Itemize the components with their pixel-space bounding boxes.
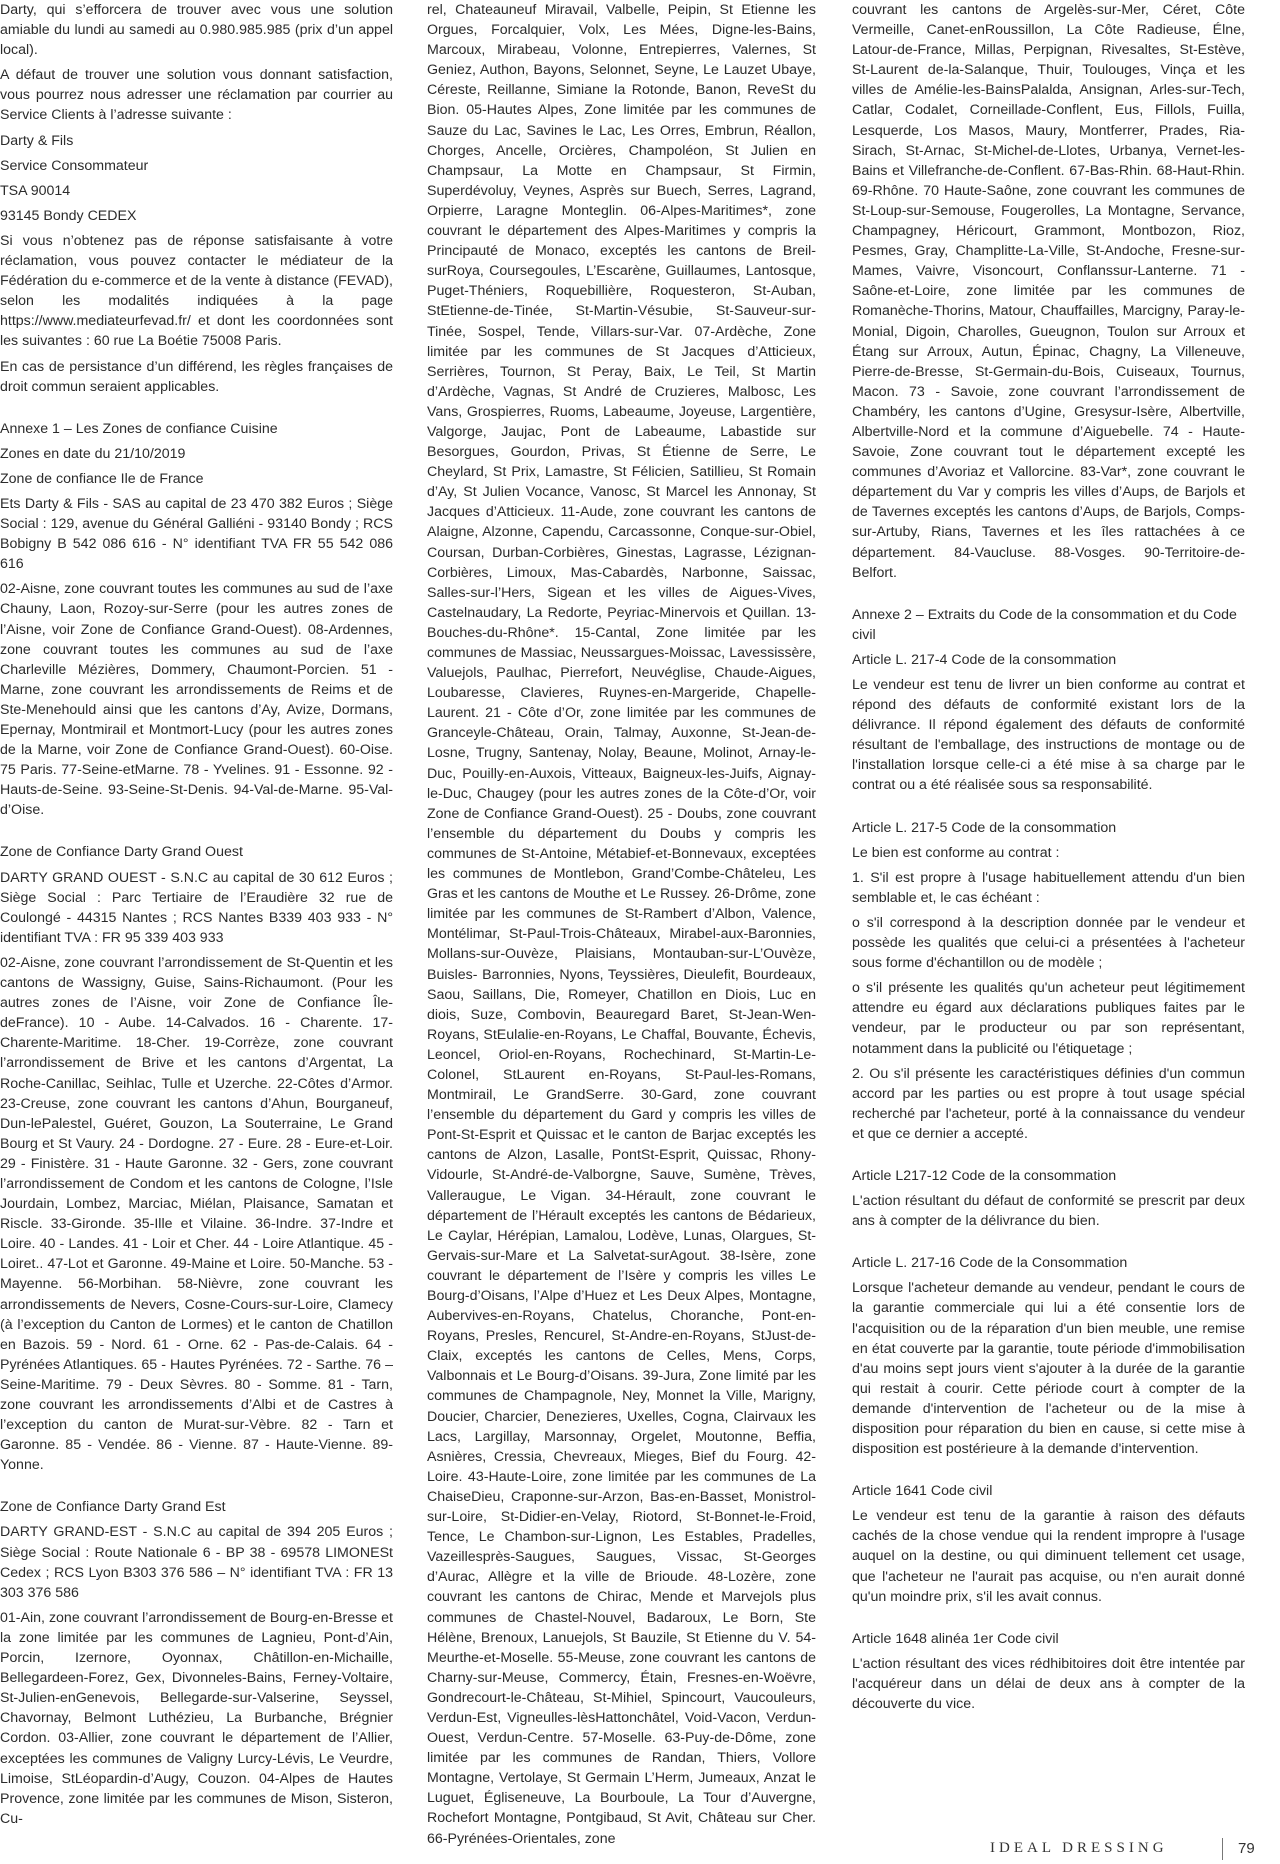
- address-line: Service Consommateur: [0, 157, 149, 174]
- article-heading: Article 1641 Code civil: [852, 1483, 993, 1500]
- paragraph: rel, Chateauneuf Miravail, Valbelle, Peipin, St Etienne les Orgues, Forcalquier, Volx, Les Mées, Digne-les-Bains, Marcoux, Mirabeau, Volonne, Entrepierres, Valernes, St Geniez, Authon, Bayons, Selonnet, Seyne, Le Lauzet Ubaye, Céreste, Reillanne, Simiane la Rotonde, Banon, ReveSt du Bion. 05-Hautes Alpes, Zone limitée par les communes de Sauze du Lac, Savines le Lac, Les Orres, Embrun, Réallon, Chorges, Ancelle, Orcières, Champoléon, St Julien en Champsaur, La Motte en Champsaur, St Firmin, Superdévoluy, Veynes, Asprès sur Buech, Serres, Lagrand, Orpierre, Laragne Monteglin. 06-Alpes-Maritimes*, zone couvrant le département des Alpes-Maritimes y compris la Principauté de Monaco, exceptés les cantons de Breil-surRoya, Coursegoules, L’Escarène, Guillaumes, Lantosque, Puget-Théniers, Roquebillière, Roquesteron, St-Auban, StEtienne-de-Tinée, St-Martin-Vésubie, St-Sauveur-sur-Tinée, Sospel, Tende, Villars-sur-Var. 07-Ardèche, Zone limitée par les communes de St Jacques d’Atticieux, Serrières, Tournon, St Peray, Baix, Le Teil, St Martin d’Ardèche, Vagnas, St André de Cruzieres, Malbosc, Les Vans, Grospierres, Ruoms, Labeaume, Joyeuse, Largentière, Valgorge, Jaujac, Pont de Labeaume, Labastide sur Besorgues, Gourdon, Privas, St Étienne de Serre, Le Cheylard, St Prix, Lamastre, St Félicien, Satillieu, St Romain d’Ay, St Julien Vocance, Vanosc, St Marcel les Annonay, St Jacques d’Atticieux. 11-Aude, zone couvrant les cantons de Alaigne, Alzonne, Capendu, Carcassonne, Conque-sur-Obiel, Coursan, Durban-Corbières, Ginestas, Lagrasse, Lézignan-Corbières, Limoux, Mas-Cabardès, Narbonne, Saissac, Salles-sur-l’Hers, Sigean et les villes de Aigues-Vives, Castelnaudary, La Redorte, Peyriac-Minervois et Quillan. 13-Bouches-du-Rhône*. 15-Cantal, Zone limitée par les communes de Massiac, Neussargues-Moissac, Lavessissère, Valuejols, Paulhac, Pierrefort, Neuvéglise, Chaude-Aigues, Loubaresse, Clavieres, Ruynes-en-Margeride, Chapelle-Laurent. 21 - Côte d’Or, zone limitée par les communes de Granceyle-Château, Orain, Talmay, Auxonne, St-Jean-de-Losne, Trugny, Santenay, Nolay, Beaune, Molinot, Arnay-le-Duc, Pouilly-en-Auxois, Vitteaux, Baigneux-les-Juifs, Aignay-le-Duc, Chaugey (pour les autres zones de la Côte-d’Or, voir Zone de Confiance Grand-Ouest). 25 - Doubs, zone couvrant l’ensemble du département du Doubs y compris les communes de St-Antoine, Métabief-et-Bonnevaux, exceptées les communes de Montlebon, Grand’Combe-Châteleu, Les Gras et les cantons de Mouthe et Le Russey. 26-Drôme, zone limitée par les communes de St-Rambert d’Albon, Valence, Montélimar, St-Paul-Trois-Châteaux, Mirabel-aux-Baronnies, Mollans-sur-Ouvèze, Plaisians, Montauban-sur-L’Ouvèze, Buisles- Barronnies, Nyons, Teyssières, Dieulefit, Bourdeaux, Saou, Saillans, Die, Romeyer, Chatillon en Diois, Luc en diois, Suze, Combovin, Beauregard Baret, St-Jean-Wen-Royans, StEulalie-en-Royans, Le Chaffal, Bouvante, Échevis, Leoncel, Oriol-en-Royans, Rochechinard, St-Martin-Le-Colonel, StLaurent en-Royans, St-Paul-les-Romans, Montmirail, Le GrandSerre. 30-Gard, zone couvrant l’ensemble du département du Gard y compris les villes de Pont-St-Esprit et Quissac et le canton de Barjac exceptés les cantons de Alzon, Lasalle, PontSt-Esprit, Quissac, Rhony-Vidourle, St-André-de-Valborgne, Sauve, Sumène, Trèves, Valleraugue, Le Vigan. 34-Hérault, zone couvrant le département de l’Hérault exceptés les cantons de Bédarieux, Le Caylar, Hérépian, Lamalou, Lodève, Lunas, Olargues, St-Gervais-sur-Mare et La Salvetat-surAgout. 38-Isère, zone couvrant le département de l’Isère y compris les villes Le Bourg-d’Oisans, l’Alpe d’Huez et Les Deux Alpes, Montagne, Aubervives-en-Royans, Chatelus, Choranche, Pont-en-Royans, Presles, Rencurel, St-Andre-en-Royans, StJust-de-Claix, exceptés les cantons de Celles, Mens, Corps, Valbonnais et Le Bourg-d’Oisans. 39-Jura, Zone limité par les communes de Champagnole, Ney, Monnet la Ville, Marigny, Doucier, Charcier, Denezieres, Uxelles, Cogna, Clairvaux les Lacs, Largillay, Marsonnay, Orgelet, Moutonne, Beffia, Asnières, Cressia, Chevreaux, Mieges, Bief du Fourg. 42-Loire. 43-Haute-Loire, zone limitée par les communes de La ChaiseDieu, Craponne-sur-Arzon, Bas-en-Basset, Monistrol-sur-Loire, St-Didier-en-Velay, Riotord, St-Bonnet-le-Froid, Tence, Le Chambon-sur-Lignon, Les Estables, Pradelles, Vazeillesprès-Saugues, Saugues, Vissac, St-Georges d’Aurac, Allègre et la ville de Brioude. 48-Lozère, zone couvrant les cantons de Chirac, Mende et Marvejols plus communes de Chastel-Nouvel, Badaroux, Le Born, Ste Hélène, Brenoux, Lanuejols, St Bauzile, St Etienne du V. 54-Meurthe-et-Moselle. 55-Meuse, zone couvrant les cantons de Charny-sur-Meuse, Commercy, Étain, Fresnes-en-Woëvre, Gondrecourt-le-Château, St-Mihiel, Spincourt, Vaucouleurs, Verdun-Est, Vigneulles-lèsHattonchâtel, Void-Vacon, Verdun-Ouest, Verdun-Centre. 57-Moselle. 63-Puy-de-Dôme, zone limitée par les communes de Randan, Thiers, Vollore Montagne, Vertolaye, St Germain L’Herm, Jumeaux, Anzat le Luguet, Égliseneuve, La Bourboule, La Tour d’Auvergne, Rochefort Montagne, Pontgibaud, St Avit, Château sur Cher. 66-Pyrénées-Orientales, zone: [427, 2, 816, 1847]
- text-column-1: [0, 0, 393, 1834]
- article-heading: Article L. 217-4 Code de la consommation: [852, 651, 1117, 668]
- paragraph: En cas de persistance d’un différend, les règles françaises de droit commun seraient applicables.: [0, 358, 393, 395]
- article-heading: Article L. 217-5 Code de la consommation: [852, 819, 1117, 836]
- section-heading: Zone de Confiance Darty Grand Ouest: [0, 844, 243, 861]
- paragraph: L'action résultant des vices rédhibitoires doit être intentée par l'acquéreur dans un délai de deux ans à compter de la découverte du vice.: [852, 1655, 1245, 1713]
- paragraph: o s'il présente les qualités qu'un acheteur peut légitimement attendre eu égard aux déclarations publiques faites par le vendeur, par le producteur ou par son représentant, notamment dans la publicité ou l'étiquetage ;: [852, 980, 1245, 1057]
- section-heading: Annexe 1 – Les Zones de confiance Cuisine: [0, 420, 278, 437]
- paragraph: couvrant les cantons de Argelès-sur-Mer, Céret, Côte Vermeille, Canet-enRoussillon, La Côte Radieuse, Élne, Latour-de-France, Millas, Perpignan, Rivesaltes, St-Estève, St-Laurent de-la-Salanque, Thuir, Toulouges, Vinça et les villes de Amélie-les-BainsPalalda, Ansignan, Arles-sur-Tech, Catlar, Codalet, Corneillade-Conflent, Eus, Fillols, Fuilla, Lesquerde, Los Masos, Maury, Montferrer, Prades, Ria-Sirach, St-Arnac, St-Michel-de-Llotes, Urbanya, Vernet-les-Bains et Villefranche-de-Conflent. 67-Bas-Rhin. 68-Haut-Rhin. 69-Rhône. 70 Haute-Saône, zone couvrant les communes de St-Loup-sur-Semouse, Fougerolles, La Montagne, Servance, Champagney, Héricourt, Grammont, Montbozon, Rioz, Pesmes, Gray, Champlitte-La-Ville, St-Andoche, Fresne-sur-Mames, Vaivre, Visoncourt, Conflanssur-Lanterne. 71 - Saône-et-Loire, zone limitée par les communes de Romanèche-Thorins, Matour, Chauffailles, Marcigny, Paray-le-Monial, Digoin, Charolles, Gueugnon, Toulon sur Arroux et Étang sur Arroux, Autun, Épinac, Chagny, La Villeneuve, Pierre-de-Bresse, St-Germain-du-Bois, Cuiseaux, Tournus, Macon. 73 - Savoie, zone couvrant l’arrondissement de Chambéry, les cantons d’Ugine, Gresysur-Isère, Albertville, Albertville-Nord et la commune d’Aiguebelle. 74 - Haute-Savoie, Zone couvrant tout le département excepté les communes d’Avoriaz et Vallorcine. 83-Var*, zone couvrant le département du Var y compris les villes d’Aups, de Barjols et de Tavernes exceptés les cantons d’Aups, de Barjols, Comps-sur-Artuby, Rians, Tavernes et les îles rattachées à ce département. 84-Vaucluse. 88-Vosges. 90-Territoire-de-Belfort.: [852, 2, 1245, 581]
- article-heading: Article L217-12 Code de la consommation: [852, 1167, 1117, 1184]
- paragraph: 2. Ou s'il présente les caractéristiques définies d'un commun accord par les parties ou est propre à tout usage spécial recherché par l'acheteur, porté à la connaissance du vendeur et que ce dernier a accepté.: [852, 1065, 1245, 1142]
- paragraph: A défaut de trouver une solution vous donnant satisfaction, vous pourrez nous adresser une réclamation par courrier au Service Clients à l’adresse suivante :: [0, 67, 393, 124]
- section-subheading: Zone de confiance Ile de France: [0, 470, 204, 487]
- address-line: TSA 90014: [0, 182, 71, 199]
- paragraph: 02-Aisne, zone couvrant l’arrondissement de St-Quentin et les cantons de Wassigny, Guise, Sains-Richaumont. (Pour les autres zones de l’Aisne, voir Zone de Confiance Île-deFrance). 10 - Aube. 14-Calvados. 16 - Charente. 17-Charente-Maritime. 18-Cher. 19-Corrèze, zone couvrant l’arrondissement de Brive et les cantons d’Argentat, La Roche-Canillac, Seihlac, Tulle et Uzerche. 22-Côtes d’Armor. 23-Creuse, zone couvrant les cantons d’Ahun, Bourganeuf, Dun-lePalestel, Guéret, Gouzon, La Souterraine, Le Grand Bourg et St Vaury. 24 - Dordogne. 27 - Eure. 28 - Eure-et-Loir. 29 - Finistère. 31 - Haute Garonne. 32 - Gers, zone couvrant l’arrondissement de Condom et les cantons de Cologne, l’Isle Jourdain, Lombez, Marciac, Miélan, Plaisance, Samatan et Riscle. 33-Gironde. 35-Ille et Vilaine. 36-Indre. 37-Indre et Loire. 40 - Landes. 41 - Loir et Cher. 44 - Loire Atlantique. 45 - Loiret.. 47-Lot et Garonne. 49-Maine et Loire. 50-Manche. 53 - Mayenne. 56-Morbihan. 58-Nièvre, zone couvrant les arrondissements de Nevers, Cosne-Cours-sur-Loire, Clamecy (à l’exception du Canton de Lormes) et le canton de Chatillon en Bazois. 59 - Nord. 61 - Orne. 62 - Pas-de-Calais. 64 - Pyrénées Atlantiques. 65 - Hautes Pyrénées. 72 - Sarthe. 76 – Seine-Maritime. 79 - Deux Sèvres. 80 - Somme. 81 - Tarn, zone couvrant les arrondissements d’Albi et de Castres à l’exception du canton de Murat-sur-Vèbre. 82 - Tarn et Garonne. 85 - Vendée. 86 - Vienne. 87 - Haute-Vienne. 89-Yonne.: [0, 954, 393, 1474]
- brand-name: IDEAL DRESSING: [990, 1840, 1168, 1856]
- paragraph: Le vendeur est tenu de la garantie à raison des défauts cachés de la chose vendue qui la rendent impropre à l'usage auquel on la destine, ou qui diminuent tellement cet usage, que l'acheteur ne l'aurait pas acquise, ou n'en aurait donné qu'un moindre prix, s'il les avait connus.: [852, 1508, 1245, 1605]
- paragraph: DARTY GRAND-EST - S.N.C au capital de 394 205 Euros ; Siège Social : Route Nationale 6 - BP 38 - 69578 LIMONESt Cedex ; RCS Lyon B303 376 586 – N° identifiant TVA : FR 13 303 376 586: [0, 1524, 393, 1601]
- page-footer: [990, 1838, 1266, 1862]
- article-heading: Article 1648 alinéa 1er Code civil: [852, 1630, 1059, 1647]
- text-column-2: [427, 0, 816, 1854]
- paragraph: o s'il correspond à la description donnée par le vendeur et possède les qualités que celui-ci a présentées à l'acheteur sous forme d'échantillon ou de modèle ;: [852, 914, 1245, 972]
- paragraph: Ets Darty & Fils - SAS au capital de 23 470 382 Euros ; Siège Social : 129, avenue du Général Galliéni - 93140 Bondy ; RCS Bobigny B 542 086 616 - N° identifiant TVA FR 55 542 086 616: [0, 495, 393, 573]
- article-heading: Article L. 217-16 Code de la Consommation: [852, 1255, 1128, 1272]
- page-number: 79: [1238, 1840, 1255, 1857]
- paragraph: 1. S'il est propre à l'usage habituellement attendu d'un bien semblable et, le cas échéant :: [852, 869, 1245, 906]
- paragraph: Si vous n’obtenez pas de réponse satisfaisante à votre réclamation, vous pouvez contacter le médiateur de la Fédération du e-commerce et de la vente à distance (FEVAD), selon les modalités indiquées à la page https://www.mediateurfevad.fr/ et dont les coordonnées sont les suivantes : 60 rue La Boétie 75008 Paris.: [0, 232, 393, 350]
- text-column-3: [852, 0, 1245, 1719]
- address-line: 93145 Bondy CEDEX: [0, 207, 137, 224]
- paragraph: Le vendeur est tenu de livrer un bien conforme au contrat et répond des défauts de conformité existant lors de la délivrance. Il répond également des défauts de conformité résultant de l'emballage, des instructions de montage ou de l'installation lorsque celle-ci a été mise à sa charge par le contrat ou a été réalisée sous sa responsabilité.: [852, 677, 1245, 794]
- paragraph: Le bien est conforme au contrat :: [852, 844, 1060, 861]
- paragraph: Lorsque l'acheteur demande au vendeur, pendant le cours de la garantie commerciale qui lui a été consentie lors de l'acquisition ou de la réparation d'un bien meuble, une remise en état couverte par la garantie, toute période d'immobilisation d'au moins sept jours vient s'ajouter à la durée de la garantie qui restait à courir. Cette période court à compter de la demande d'intervention de l'acheteur ou de la mise à disposition pour réparation du bien en cause, si cette mise à disposition est postérieure à la demande d'intervention.: [852, 1280, 1245, 1458]
- paragraph: L'action résultant du défaut de conformité se prescrit par deux ans à compter de la délivrance du bien.: [852, 1193, 1245, 1230]
- paragraph: 02-Aisne, zone couvrant toutes les communes au sud de l’axe Chauny, Laon, Rozoy-sur-Serre (pour les autres zones de l’Aisne, voir Zone de Confiance Grand-Ouest). 08-Ardennes, zone couvrant toutes les communes au sud de l’axe Charleville Mézières, Dommery, Chaumont-Porcien. 51 - Marne, zone couvrant les arrondissements de Reims et de Ste-Menehould ainsi que les cantons d’Ay, Avize, Dormans, Epernay, Montmirail et Montmort-Lucy (pour les autres zones de la Marne, voir Zone de Confiance Grand-Ouest). 60-Oise. 75 Paris. 77-Seine-etMarne. 78 - Yvelines. 91 - Essonne. 92 - Hauts-de-Seine. 93-Seine-St-Denis. 94-Val-de-Marne. 95-Val-d’Oise.: [0, 581, 393, 819]
- footer-divider: [1222, 1838, 1223, 1860]
- paragraph: 01-Ain, zone couvrant l’arrondissement de Bourg-en-Bresse et la zone limitée par les communes de Lagnieu, Pont-d’Ain, Porcin, Izernore, Oyonnax, Châtillon-en-Michaille, Bellegardeen-Forez, Gex, Divonneles-Bains, Ferney-Voltaire, St-Julien-enGenevois, Bellegarde-sur-Valserine, Seyssel, Chavornay, Belmont Luthézieu, La Burbanche, Brégnier Cordon. 03-Allier, zone couvrant le département de l’Allier, exceptées les communes de Valigny Lurcy-Lévis, Le Veurdre, Limoise, StLéopardin-d’Augy, Couzon. 04-Alpes de Hautes Provence, zone limitée par les communes de Mison, Sisteron, Cu-: [0, 1609, 393, 1827]
- paragraph: DARTY GRAND OUEST - S.N.C au capital de 30 612 Euros ; Siège Social : Parc Tertiaire de l’Eraudière 32 rue de Coulongé - 44315 Nantes ; RCS Nantes B339 403 933 - N° identifiant TVA : FR 95 339 403 933: [0, 869, 393, 946]
- section-heading: Zone de Confiance Darty Grand Est: [0, 1499, 226, 1516]
- paragraph: Darty, qui s’efforcera de trouver avec vous une solution amiable du lundi au samedi au 0.980.985.985 (prix d’un appel local).: [0, 2, 393, 59]
- section-subheading: Zones en date du 21/10/2019: [0, 445, 186, 462]
- address-line: Darty & Fils: [0, 132, 74, 149]
- section-heading: Annexe 2 – Extraits du Code de la consommation et du Code civil: [852, 606, 1237, 643]
